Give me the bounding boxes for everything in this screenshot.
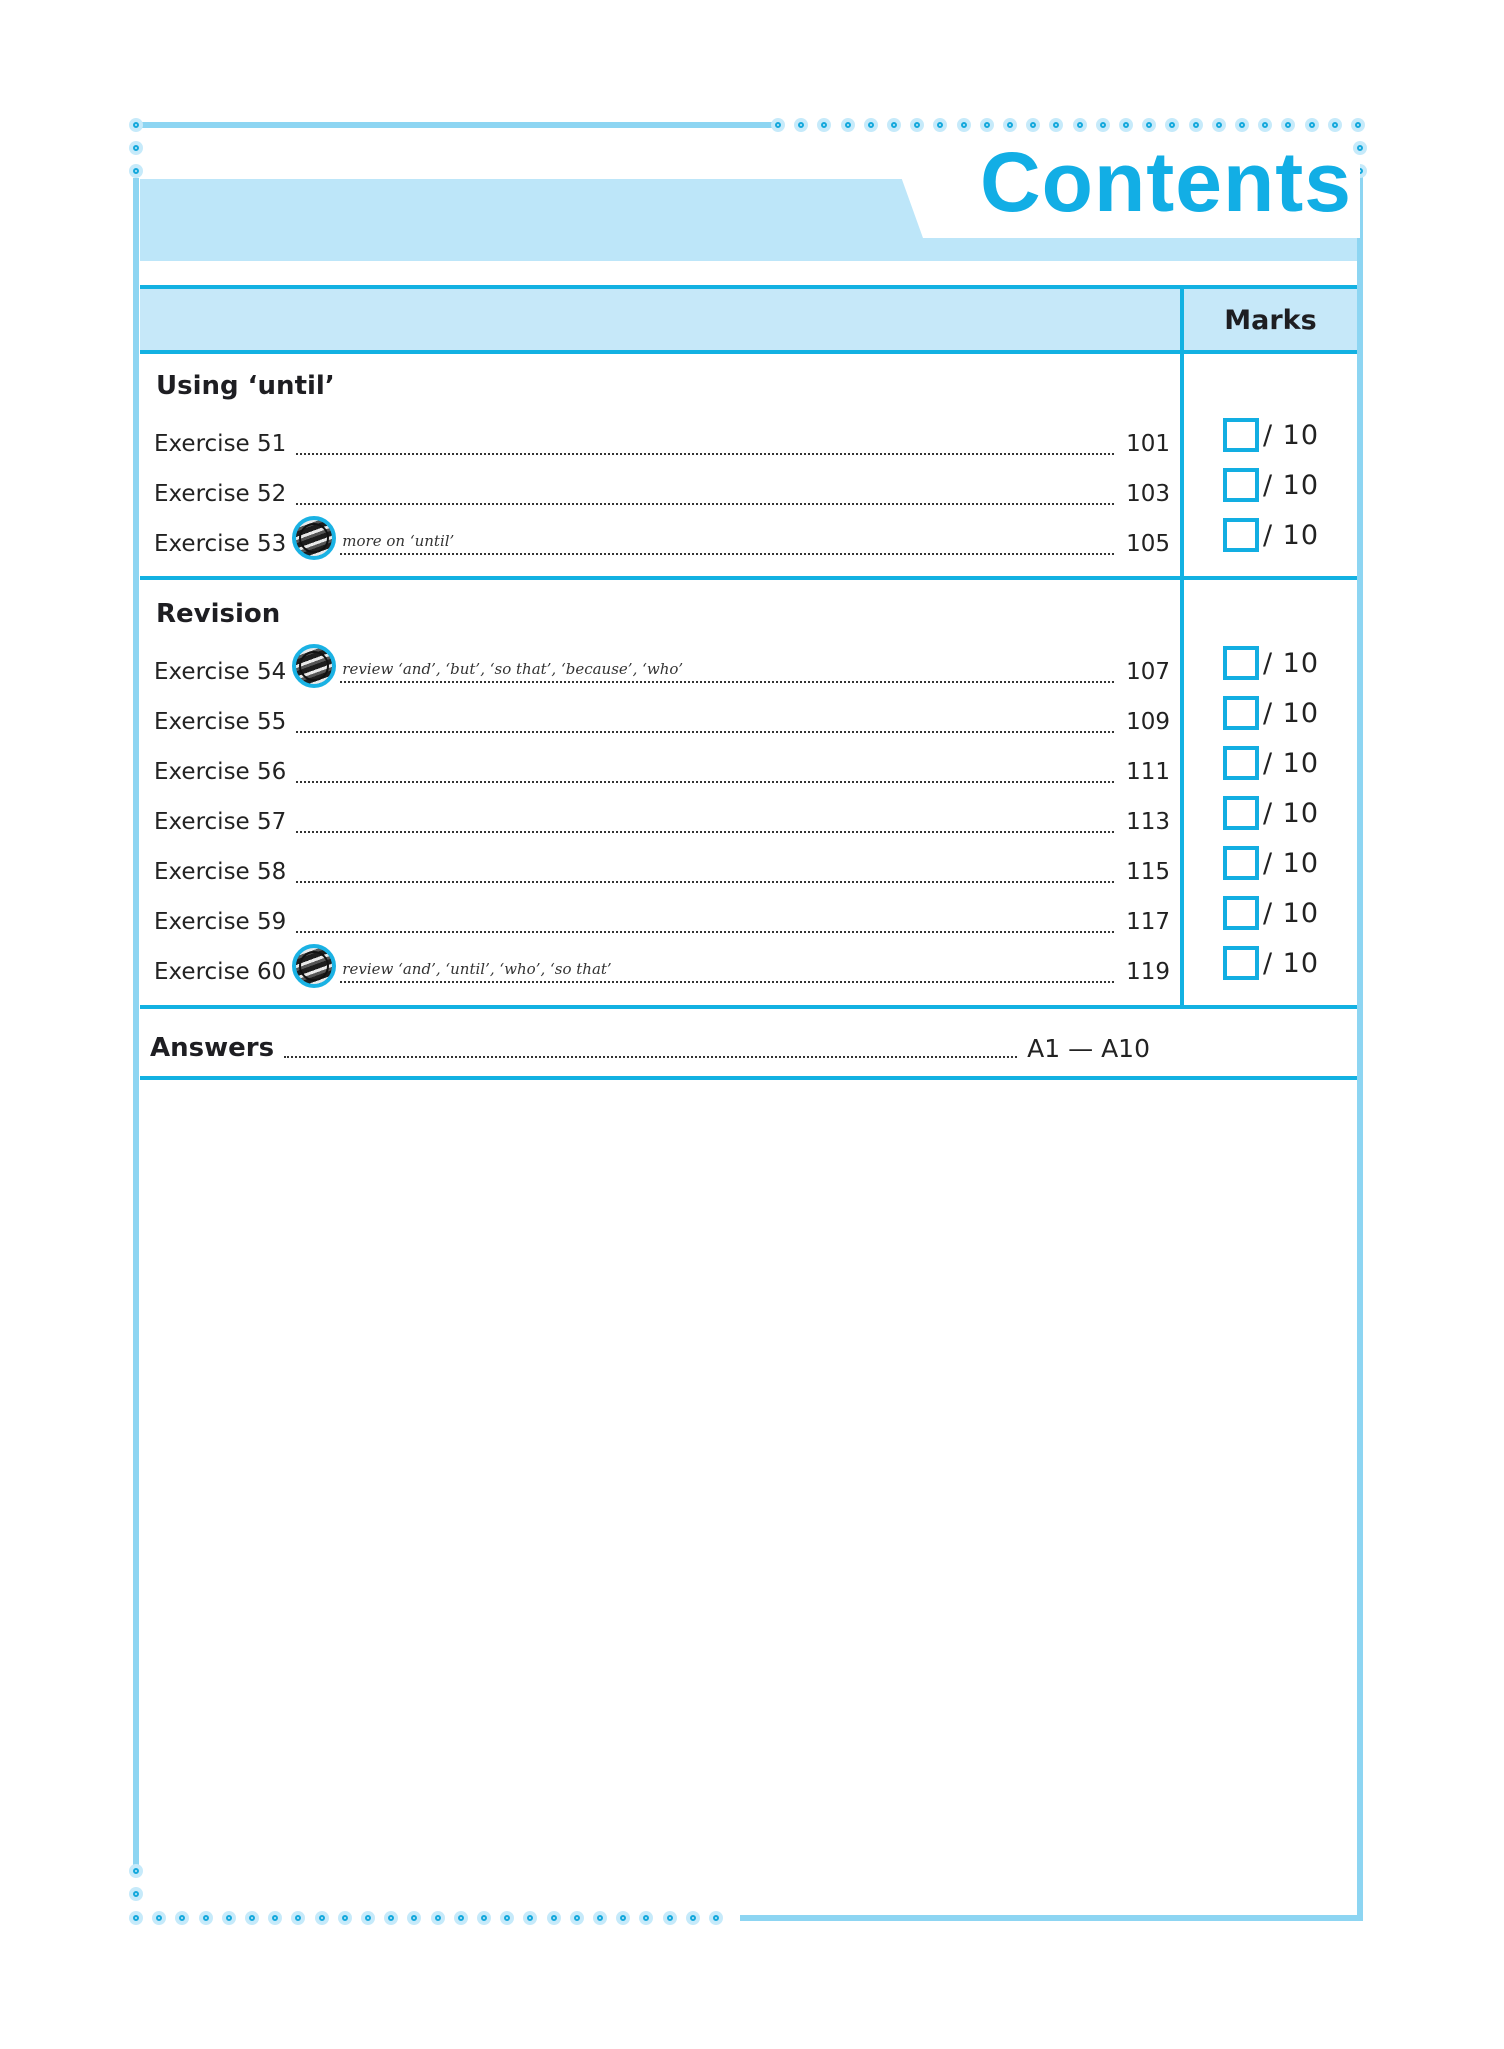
frame-dot-icon	[1026, 118, 1040, 132]
frame-dot-icon	[616, 1911, 630, 1925]
exercise-note: more on ‘until’	[342, 532, 455, 550]
mark-field-exercise-56[interactable]	[1223, 746, 1319, 780]
page-number: 113	[1126, 809, 1170, 835]
frame-dot-icon	[152, 1911, 166, 1925]
toc-row-exercise-57[interactable]	[154, 796, 1170, 836]
page-number: 105	[1126, 531, 1170, 557]
page-number: 103	[1126, 481, 1170, 507]
score-input-box[interactable]	[1223, 946, 1259, 980]
frame-dot-icon	[1073, 118, 1087, 132]
frame-dot-icon	[864, 118, 878, 132]
mark-out-of: / 10	[1263, 947, 1320, 979]
frame-dot-icon	[361, 1911, 375, 1925]
frame-dot-icon	[407, 1911, 421, 1925]
frame-dot-icon	[338, 1911, 352, 1925]
exercise-note: review ‘and’, ‘until’, ‘who’, ‘so that’	[342, 960, 612, 978]
frame-dot-icon	[1281, 118, 1295, 132]
frame-dot-icon	[268, 1911, 282, 1925]
frame-dot-icon	[1096, 118, 1110, 132]
frame-bottom-line	[740, 1915, 1363, 1921]
table-bottom-rule	[140, 1076, 1357, 1080]
score-input-box[interactable]	[1223, 468, 1259, 502]
mark-field-exercise-53[interactable]	[1223, 518, 1319, 552]
exercise-label: Exercise 55	[154, 709, 287, 735]
frame-dot-icon	[523, 1911, 537, 1925]
frame-dot-icon	[1142, 118, 1156, 132]
mark-out-of: / 10	[1263, 747, 1320, 779]
frame-dot-icon	[1305, 118, 1319, 132]
frame-dot-icon	[1328, 118, 1342, 132]
review-badge-icon	[292, 516, 336, 560]
mark-field-exercise-59[interactable]	[1223, 896, 1319, 930]
mark-out-of: / 10	[1263, 697, 1320, 729]
frame-dot-icon	[841, 118, 855, 132]
frame-dot-icon	[1212, 118, 1226, 132]
frame-dot-icon	[887, 118, 901, 132]
frame-dot-icon	[431, 1911, 445, 1925]
mark-out-of: / 10	[1263, 419, 1320, 451]
frame-dot-icon	[771, 118, 785, 132]
frame-dot-icon	[709, 1911, 723, 1925]
score-input-box[interactable]	[1223, 518, 1259, 552]
frame-dot-icon	[639, 1911, 653, 1925]
dot-leader	[284, 1031, 1017, 1061]
toc-row-exercise-52[interactable]	[154, 468, 1170, 508]
section-divider	[140, 1005, 1357, 1009]
frame-top-line	[142, 122, 774, 128]
frame-dot-icon	[933, 118, 947, 132]
answers-label: Answers	[150, 1033, 275, 1063]
frame-dot-icon	[1353, 141, 1367, 155]
section-divider	[140, 576, 1357, 580]
mark-field-exercise-57[interactable]	[1223, 796, 1319, 830]
mark-field-exercise-54[interactable]	[1223, 646, 1319, 680]
dot-leader	[340, 956, 1114, 986]
exercise-note: review ‘and’, ‘but’, ‘so that’, ‘because’, ‘who’	[342, 660, 684, 678]
dot-leader	[296, 906, 1114, 936]
divider	[140, 285, 1357, 289]
frame-dot-icon	[129, 1864, 143, 1878]
frame-dot-icon	[1003, 118, 1017, 132]
frame-dot-icon	[199, 1911, 213, 1925]
frame-dot-icon	[1049, 118, 1063, 132]
exercise-label: Exercise 59	[154, 909, 287, 935]
page-number: 119	[1126, 959, 1170, 985]
exercise-label: Exercise 51	[154, 431, 287, 457]
frame-dot-icon	[794, 118, 808, 132]
mark-field-exercise-60[interactable]	[1223, 946, 1319, 980]
frame-left-line	[133, 178, 139, 1868]
exercise-label: Exercise 53	[154, 531, 287, 557]
divider	[140, 350, 1357, 354]
score-input-box[interactable]	[1223, 418, 1259, 452]
frame-dot-icon	[129, 1887, 143, 1901]
toc-row-answers[interactable]	[150, 1021, 1150, 1061]
mark-out-of: / 10	[1263, 897, 1320, 929]
page-number: 117	[1126, 909, 1170, 935]
section-title-revision: Revision	[156, 599, 281, 629]
exercise-label: Exercise 60	[154, 959, 287, 985]
frame-dot-icon	[1165, 118, 1179, 132]
dot-leader	[296, 856, 1114, 886]
frame-dot-icon	[129, 1911, 143, 1925]
frame-dot-icon	[686, 1911, 700, 1925]
section-title-using-until: Using ‘until’	[156, 371, 335, 401]
frame-dot-icon	[1119, 118, 1133, 132]
page-number: 109	[1126, 709, 1170, 735]
mark-field-exercise-52[interactable]	[1223, 468, 1319, 502]
exercise-label: Exercise 58	[154, 859, 287, 885]
marks-column-divider	[1180, 285, 1184, 1007]
frame-dot-icon	[980, 118, 994, 132]
toc-row-exercise-53[interactable]	[154, 518, 1170, 558]
frame-dot-icon	[593, 1911, 607, 1925]
score-input-box[interactable]	[1223, 746, 1259, 780]
page-number: 107	[1126, 659, 1170, 685]
frame-dot-icon	[384, 1911, 398, 1925]
mark-field-exercise-51[interactable]	[1223, 418, 1319, 452]
page-title: Contents	[980, 135, 1352, 229]
frame-dot-icon	[1189, 118, 1203, 132]
exercise-label: Exercise 57	[154, 809, 287, 835]
mark-field-exercise-58[interactable]	[1223, 846, 1319, 880]
dot-leader	[340, 656, 1114, 686]
toc-row-exercise-60[interactable]	[154, 946, 1170, 986]
frame-dot-icon	[245, 1911, 259, 1925]
mark-out-of: / 10	[1263, 647, 1320, 679]
toc-row-exercise-55[interactable]	[154, 696, 1170, 736]
frame-dot-icon	[570, 1911, 584, 1925]
exercise-label: Exercise 54	[154, 659, 287, 685]
frame-dot-icon	[477, 1911, 491, 1925]
dot-leader	[296, 756, 1114, 786]
frame-dot-icon	[957, 118, 971, 132]
frame-dot-icon	[454, 1911, 468, 1925]
dot-leader	[296, 806, 1114, 836]
frame-dot-icon	[291, 1911, 305, 1925]
dot-leader	[340, 528, 1114, 558]
page-number: 115	[1126, 859, 1170, 885]
frame-right-line	[1357, 172, 1363, 1921]
page-number: 111	[1126, 759, 1170, 785]
frame-dot-icon	[500, 1911, 514, 1925]
toc-row-exercise-58[interactable]	[154, 846, 1170, 886]
score-input-box[interactable]	[1223, 646, 1259, 680]
mark-field-exercise-55[interactable]	[1223, 696, 1319, 730]
review-badge-icon	[292, 644, 336, 688]
frame-dot-icon	[222, 1911, 236, 1925]
answers-page-range: A1 — A10	[1027, 1034, 1150, 1063]
mark-out-of: / 10	[1263, 847, 1320, 879]
frame-dot-icon	[315, 1911, 329, 1925]
toc-row-exercise-56[interactable]	[154, 746, 1170, 786]
score-input-box[interactable]	[1223, 796, 1259, 830]
frame-dot-icon	[910, 118, 924, 132]
page-number: 101	[1126, 431, 1170, 457]
frame-dot-icon	[175, 1911, 189, 1925]
score-input-box[interactable]	[1223, 846, 1259, 880]
toc-row-exercise-51[interactable]	[154, 418, 1170, 458]
exercise-label: Exercise 56	[154, 759, 287, 785]
review-badge-icon	[292, 944, 336, 988]
toc-row-exercise-59[interactable]	[154, 896, 1170, 936]
frame-dot-icon	[1351, 118, 1365, 132]
frame-dot-icon	[129, 118, 143, 132]
frame-dot-icon	[1235, 118, 1249, 132]
frame-dot-icon	[1258, 118, 1272, 132]
frame-dot-icon	[817, 118, 831, 132]
dot-leader	[296, 478, 1114, 508]
frame-dot-icon	[129, 164, 143, 178]
score-input-box[interactable]	[1223, 896, 1259, 930]
marks-column-header: Marks	[1224, 304, 1317, 336]
dot-leader	[296, 706, 1114, 736]
table-header-row	[140, 289, 1357, 351]
score-input-box[interactable]	[1223, 696, 1259, 730]
frame-dot-icon	[663, 1911, 677, 1925]
frame-dot-icon	[547, 1911, 561, 1925]
mark-out-of: / 10	[1263, 469, 1320, 501]
dot-leader	[296, 428, 1114, 458]
mark-out-of: / 10	[1263, 519, 1320, 551]
toc-row-exercise-54[interactable]	[154, 646, 1170, 686]
mark-out-of: / 10	[1263, 797, 1320, 829]
exercise-label: Exercise 52	[154, 481, 287, 507]
frame-dot-icon	[129, 141, 143, 155]
